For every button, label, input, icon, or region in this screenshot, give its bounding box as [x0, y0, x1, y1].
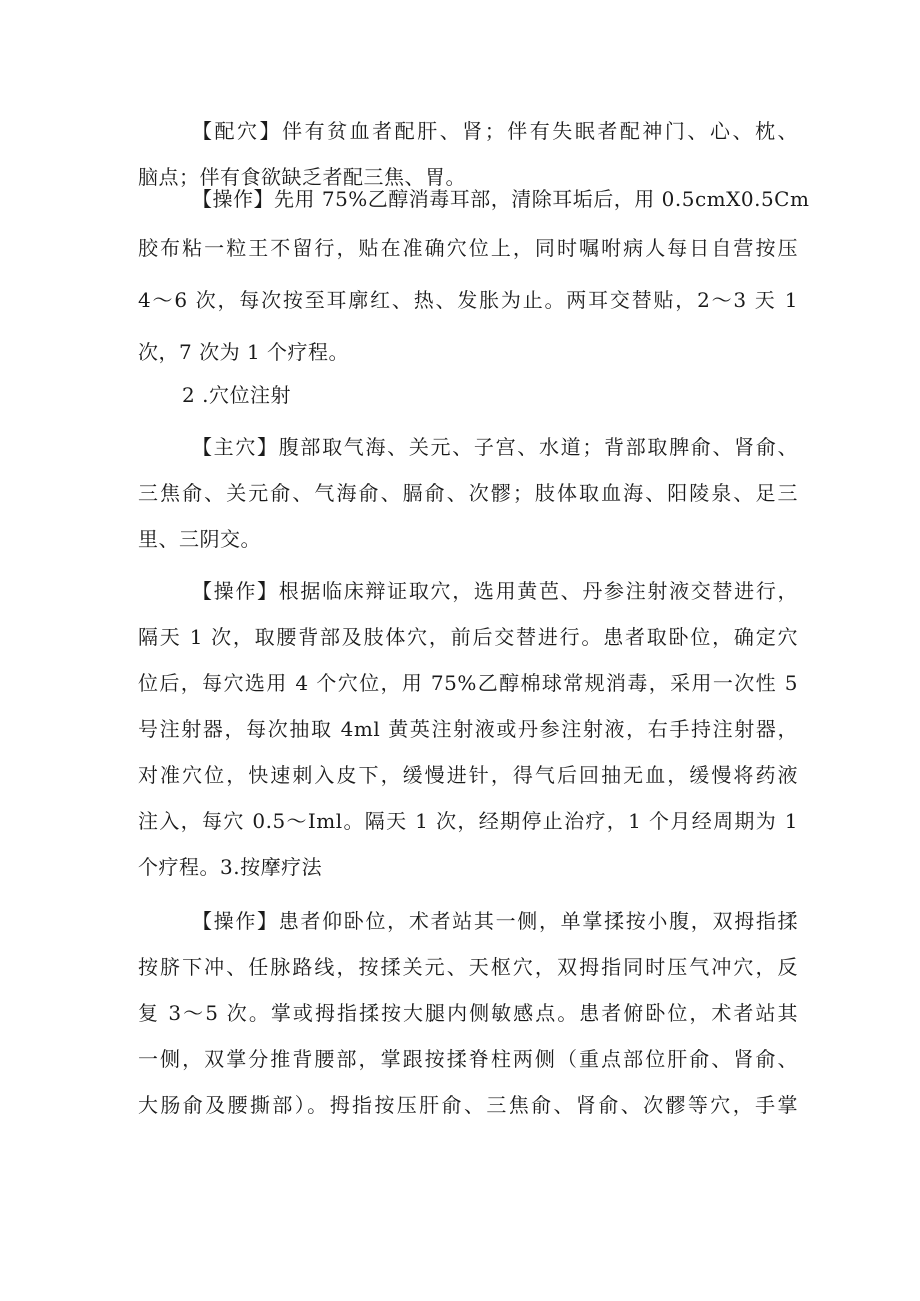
text-line: 三焦俞、关元俞、气海俞、膈俞、次髎；肢体取血海、阳陵泉、足三: [138, 481, 798, 505]
text-line: 【操作】先用 75%乙醇消毒耳部，清除耳垢后，用 0.5cmX0.5Cm: [192, 187, 810, 211]
text-line: 复 3～5 次。掌或拇指揉按大腿内侧敏感点。患者俯卧位，术者站其: [138, 1001, 798, 1025]
text-line: 里、三阴交。: [138, 527, 261, 551]
text-line: 胶布粘一粒王不留行，贴在准确穴位上，同时嘱咐病人每日自营按压: [138, 236, 798, 260]
text-line: 【操作】根据临床辩证取穴，选用黄芭、丹参注射液交替进行，: [192, 579, 798, 603]
text-line: 【配穴】伴有贫血者配肝、肾；伴有失眠者配神门、心、枕、: [192, 119, 798, 143]
text-line: 大肠俞及腰撕部）。拇指按压肝俞、三焦俞、肾俞、次髎等穴，手掌: [138, 1093, 798, 1117]
text-line: 个疗程。3.按摩疗法: [138, 855, 323, 879]
paragraph-operation-ear: [138, 176, 810, 378]
section-heading: 2 .穴位注射: [182, 383, 291, 407]
text-line: 脑点；伴有食欲缺乏者配三焦、胃。: [138, 165, 466, 189]
paragraph-operation-injection: [138, 568, 798, 890]
text-line: 注入，每穴 0.5～Iml。隔天 1 次，经期停止治疗，1 个月经周期为 1: [138, 809, 798, 833]
text-line: 对准穴位，快速刺入皮下，缓慢进针，得气后回抽无血，缓慢将药液: [138, 763, 798, 787]
text-line: 号注射器，每次抽取 4ml 黄英注射液或丹参注射液，右手持注射器，: [138, 717, 798, 741]
text-line: 4～6 次，每次按至耳廓红、热、发胀为止。两耳交替贴，2～3 天 1: [138, 288, 798, 312]
paragraph-operation-massage: [138, 898, 798, 1128]
paragraph-main-points: [138, 424, 798, 562]
text-line: 按脐下冲、任脉路线，按揉关元、天枢穴，双拇指同时压气冲穴，反: [138, 955, 798, 979]
text-line: 一侧，双掌分推背腰部，掌跟按揉脊柱两侧（重点部位肝俞、肾俞、: [138, 1047, 798, 1071]
text-line: 位后，每穴选用 4 个穴位，用 75%乙醇棉球常规消毒，采用一次性 5: [138, 671, 798, 695]
text-line: 【操作】患者仰卧位，术者站其一侧，单掌揉按小腹，双拇指揉: [192, 909, 798, 933]
text-line: 次，7 次为 1 个疗程。: [138, 340, 350, 364]
section-heading-acupoint-injection: [138, 372, 798, 418]
text-line: 【主穴】腹部取气海、关元、子宫、水道；背部取脾俞、肾俞、: [192, 435, 798, 459]
text-line: 隔天 1 次，取腰背部及肢体穴，前后交替进行。患者取卧位，确定穴: [138, 625, 798, 649]
